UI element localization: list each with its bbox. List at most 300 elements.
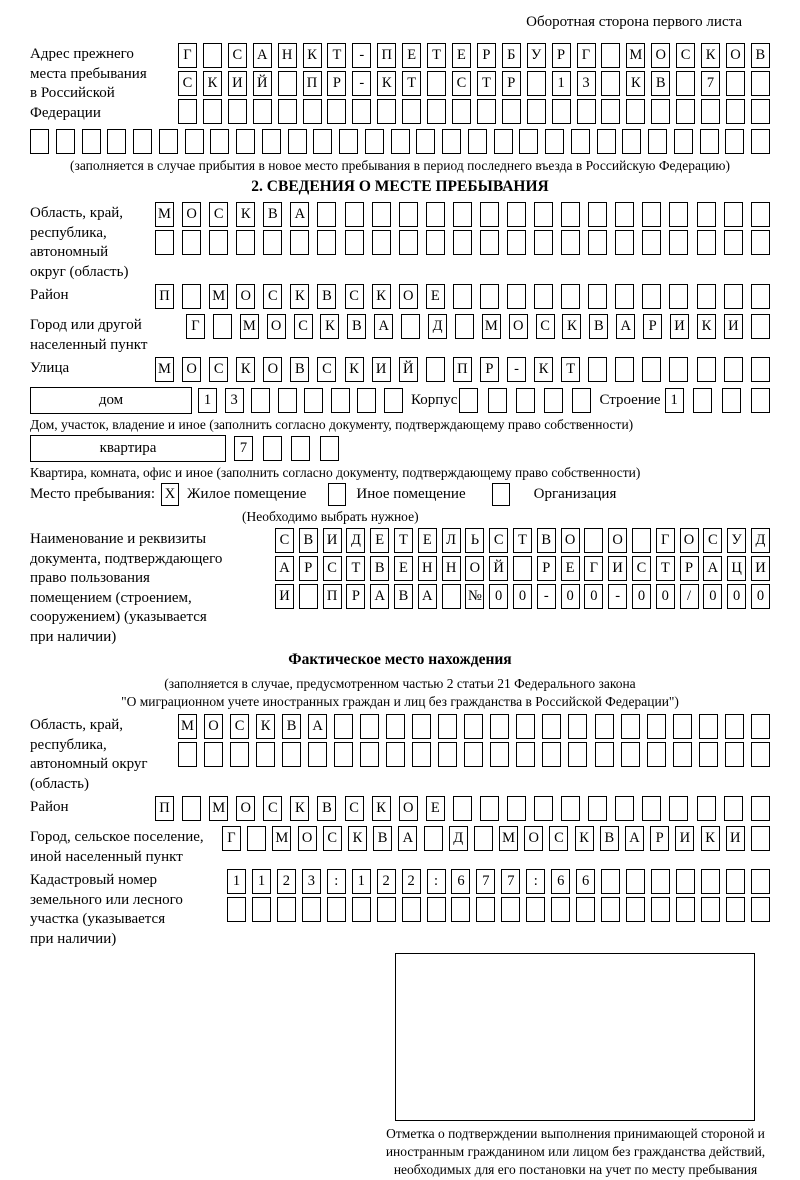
char-cell[interactable]: Е bbox=[426, 284, 445, 309]
char-cell[interactable] bbox=[751, 388, 770, 413]
char-cell[interactable] bbox=[561, 284, 580, 309]
char-cell[interactable]: С bbox=[345, 796, 364, 821]
char-cell[interactable]: Ц bbox=[727, 556, 746, 581]
char-cell[interactable]: К bbox=[534, 357, 553, 382]
char-cell[interactable] bbox=[577, 99, 596, 124]
char-cell[interactable]: А bbox=[370, 584, 389, 609]
char-cell[interactable] bbox=[377, 897, 396, 922]
char-cell[interactable]: И bbox=[608, 556, 627, 581]
char-cell[interactable] bbox=[30, 129, 49, 154]
char-cell[interactable] bbox=[724, 230, 743, 255]
char-cell[interactable] bbox=[453, 230, 472, 255]
char-cell[interactable]: Р bbox=[650, 826, 669, 851]
char-cell[interactable] bbox=[210, 129, 229, 154]
checkbox-inoe[interactable] bbox=[328, 483, 346, 506]
char-cell[interactable] bbox=[568, 742, 587, 767]
char-cell[interactable]: С bbox=[676, 43, 695, 68]
char-cell[interactable] bbox=[490, 714, 509, 739]
char-cell[interactable] bbox=[725, 742, 744, 767]
char-cell[interactable]: К bbox=[345, 357, 364, 382]
char-cell[interactable]: В bbox=[589, 314, 608, 339]
char-cell[interactable]: Т bbox=[477, 71, 496, 96]
char-cell[interactable]: С bbox=[452, 71, 471, 96]
char-cell[interactable] bbox=[182, 796, 201, 821]
char-cell[interactable]: Р bbox=[480, 357, 499, 382]
char-cell[interactable]: П bbox=[155, 796, 174, 821]
char-cell[interactable]: О bbox=[182, 357, 201, 382]
char-cell[interactable]: 0 bbox=[632, 584, 651, 609]
char-cell[interactable]: М bbox=[482, 314, 501, 339]
char-cell[interactable] bbox=[725, 714, 744, 739]
char-cell[interactable]: В bbox=[317, 284, 336, 309]
char-cell[interactable] bbox=[699, 714, 718, 739]
char-cell[interactable]: К bbox=[203, 71, 222, 96]
char-cell[interactable] bbox=[568, 714, 587, 739]
char-cell[interactable] bbox=[391, 129, 410, 154]
char-cell[interactable] bbox=[561, 230, 580, 255]
char-cell[interactable] bbox=[516, 742, 535, 767]
char-cell[interactable] bbox=[438, 714, 457, 739]
char-cell[interactable]: К bbox=[575, 826, 594, 851]
char-cell[interactable] bbox=[751, 202, 770, 227]
char-cell[interactable] bbox=[360, 714, 379, 739]
char-cell[interactable]: 0 bbox=[751, 584, 770, 609]
char-cell[interactable]: В bbox=[290, 357, 309, 382]
char-cell[interactable] bbox=[751, 314, 770, 339]
char-cell[interactable]: К bbox=[372, 796, 391, 821]
char-cell[interactable] bbox=[572, 388, 591, 413]
char-cell[interactable] bbox=[288, 129, 307, 154]
char-cell[interactable]: 0 bbox=[584, 584, 603, 609]
char-cell[interactable]: О bbox=[561, 528, 580, 553]
char-cell[interactable]: С bbox=[263, 796, 282, 821]
char-cell[interactable]: Б bbox=[502, 43, 521, 68]
char-cell[interactable]: А bbox=[290, 202, 309, 227]
char-cell[interactable]: К bbox=[320, 314, 339, 339]
char-cell[interactable] bbox=[416, 129, 435, 154]
char-cell[interactable] bbox=[427, 897, 446, 922]
char-cell[interactable]: - bbox=[608, 584, 627, 609]
char-cell[interactable] bbox=[676, 897, 695, 922]
char-cell[interactable]: К bbox=[562, 314, 581, 339]
char-cell[interactable] bbox=[674, 129, 693, 154]
char-cell[interactable]: О bbox=[399, 796, 418, 821]
char-cell[interactable] bbox=[251, 388, 270, 413]
char-cell[interactable] bbox=[477, 99, 496, 124]
char-cell[interactable]: 1 bbox=[352, 869, 371, 894]
char-cell[interactable]: 7 bbox=[476, 869, 495, 894]
char-cell[interactable]: О bbox=[608, 528, 627, 553]
char-cell[interactable] bbox=[451, 897, 470, 922]
char-cell[interactable] bbox=[697, 796, 716, 821]
char-cell[interactable]: Г bbox=[178, 43, 197, 68]
char-cell[interactable] bbox=[615, 230, 634, 255]
char-cell[interactable] bbox=[182, 284, 201, 309]
char-cell[interactable]: И bbox=[372, 357, 391, 382]
char-cell[interactable]: М bbox=[499, 826, 518, 851]
char-cell[interactable] bbox=[571, 129, 590, 154]
char-cell[interactable] bbox=[615, 202, 634, 227]
char-cell[interactable] bbox=[468, 129, 487, 154]
char-cell[interactable] bbox=[588, 284, 607, 309]
char-cell[interactable]: Т bbox=[402, 71, 421, 96]
char-cell[interactable] bbox=[427, 99, 446, 124]
char-cell[interactable]: Н bbox=[442, 556, 461, 581]
char-cell[interactable]: А bbox=[398, 826, 417, 851]
char-cell[interactable]: / bbox=[680, 584, 699, 609]
char-cell[interactable] bbox=[615, 284, 634, 309]
char-cell[interactable] bbox=[751, 826, 770, 851]
char-cell[interactable] bbox=[701, 869, 720, 894]
char-cell[interactable]: В bbox=[299, 528, 318, 553]
char-cell[interactable] bbox=[317, 202, 336, 227]
char-cell[interactable] bbox=[278, 99, 297, 124]
char-cell[interactable] bbox=[751, 230, 770, 255]
char-cell[interactable] bbox=[56, 129, 75, 154]
char-cell[interactable]: 6 bbox=[551, 869, 570, 894]
char-cell[interactable]: Т bbox=[394, 528, 413, 553]
char-cell[interactable]: 0 bbox=[727, 584, 746, 609]
char-cell[interactable]: У bbox=[527, 43, 546, 68]
char-cell[interactable] bbox=[282, 742, 301, 767]
char-cell[interactable]: С bbox=[178, 71, 197, 96]
char-cell[interactable] bbox=[480, 230, 499, 255]
char-cell[interactable] bbox=[701, 99, 720, 124]
char-cell[interactable]: Р bbox=[643, 314, 662, 339]
char-cell[interactable] bbox=[320, 436, 339, 461]
char-cell[interactable] bbox=[516, 388, 535, 413]
char-cell[interactable]: Р bbox=[477, 43, 496, 68]
char-cell[interactable]: С bbox=[228, 43, 247, 68]
char-cell[interactable] bbox=[263, 230, 282, 255]
char-cell[interactable] bbox=[213, 314, 232, 339]
char-cell[interactable] bbox=[155, 230, 174, 255]
char-cell[interactable] bbox=[230, 742, 249, 767]
char-cell[interactable]: 7 bbox=[701, 71, 720, 96]
char-cell[interactable] bbox=[327, 897, 346, 922]
char-cell[interactable] bbox=[399, 230, 418, 255]
char-cell[interactable]: 1 bbox=[227, 869, 246, 894]
char-cell[interactable]: Н bbox=[278, 43, 297, 68]
char-cell[interactable] bbox=[178, 99, 197, 124]
char-cell[interactable]: К bbox=[701, 43, 720, 68]
char-cell[interactable]: О bbox=[680, 528, 699, 553]
char-cell[interactable] bbox=[291, 436, 310, 461]
char-cell[interactable] bbox=[601, 99, 620, 124]
char-cell[interactable] bbox=[724, 357, 743, 382]
char-cell[interactable] bbox=[595, 742, 614, 767]
char-cell[interactable]: Д bbox=[428, 314, 447, 339]
char-cell[interactable] bbox=[699, 742, 718, 767]
checkbox-organizatsiya[interactable] bbox=[492, 483, 510, 506]
char-cell[interactable]: К bbox=[236, 202, 255, 227]
char-cell[interactable] bbox=[507, 230, 526, 255]
char-cell[interactable]: С bbox=[703, 528, 722, 553]
char-cell[interactable]: : bbox=[327, 869, 346, 894]
char-cell[interactable]: А bbox=[374, 314, 393, 339]
char-cell[interactable]: А bbox=[616, 314, 635, 339]
char-cell[interactable] bbox=[673, 742, 692, 767]
char-cell[interactable]: М bbox=[626, 43, 645, 68]
char-cell[interactable] bbox=[304, 388, 323, 413]
char-cell[interactable] bbox=[327, 99, 346, 124]
char-cell[interactable] bbox=[82, 129, 101, 154]
char-cell[interactable] bbox=[588, 796, 607, 821]
char-cell[interactable] bbox=[601, 897, 620, 922]
char-cell[interactable] bbox=[669, 202, 688, 227]
char-cell[interactable]: С bbox=[549, 826, 568, 851]
char-cell[interactable]: Р bbox=[537, 556, 556, 581]
char-cell[interactable] bbox=[534, 796, 553, 821]
char-cell[interactable]: : bbox=[427, 869, 446, 894]
char-cell[interactable]: С bbox=[345, 284, 364, 309]
char-cell[interactable] bbox=[236, 230, 255, 255]
char-cell[interactable] bbox=[401, 314, 420, 339]
house-type-box[interactable]: дом bbox=[30, 387, 192, 414]
char-cell[interactable] bbox=[357, 388, 376, 413]
char-cell[interactable]: Г bbox=[577, 43, 596, 68]
char-cell[interactable] bbox=[334, 714, 353, 739]
char-cell[interactable]: С bbox=[536, 314, 555, 339]
char-cell[interactable] bbox=[651, 897, 670, 922]
char-cell[interactable]: И bbox=[726, 826, 745, 851]
char-cell[interactable] bbox=[751, 357, 770, 382]
char-cell[interactable] bbox=[561, 796, 580, 821]
char-cell[interactable] bbox=[751, 99, 770, 124]
char-cell[interactable] bbox=[412, 742, 431, 767]
char-cell[interactable]: Е bbox=[402, 43, 421, 68]
char-cell[interactable] bbox=[133, 129, 152, 154]
char-cell[interactable] bbox=[601, 71, 620, 96]
char-cell[interactable]: 1 bbox=[198, 388, 217, 413]
char-cell[interactable] bbox=[178, 742, 197, 767]
char-cell[interactable] bbox=[386, 742, 405, 767]
char-cell[interactable]: У bbox=[727, 528, 746, 553]
char-cell[interactable]: А bbox=[625, 826, 644, 851]
char-cell[interactable]: С bbox=[263, 284, 282, 309]
char-cell[interactable] bbox=[345, 230, 364, 255]
char-cell[interactable]: 7 bbox=[501, 869, 520, 894]
char-cell[interactable]: Й bbox=[399, 357, 418, 382]
char-cell[interactable]: С bbox=[323, 556, 342, 581]
char-cell[interactable] bbox=[534, 230, 553, 255]
char-cell[interactable]: С bbox=[317, 357, 336, 382]
char-cell[interactable]: М bbox=[155, 357, 174, 382]
char-cell[interactable]: О bbox=[651, 43, 670, 68]
checkbox-zhiloe[interactable]: X bbox=[161, 483, 179, 506]
char-cell[interactable] bbox=[317, 230, 336, 255]
char-cell[interactable]: - bbox=[352, 71, 371, 96]
char-cell[interactable] bbox=[236, 129, 255, 154]
char-cell[interactable] bbox=[726, 99, 745, 124]
char-cell[interactable] bbox=[360, 742, 379, 767]
apartment-type-box[interactable]: квартира bbox=[30, 435, 226, 462]
char-cell[interactable] bbox=[453, 202, 472, 227]
char-cell[interactable] bbox=[185, 129, 204, 154]
char-cell[interactable] bbox=[615, 796, 634, 821]
char-cell[interactable] bbox=[488, 388, 507, 413]
char-cell[interactable] bbox=[642, 230, 661, 255]
char-cell[interactable] bbox=[576, 897, 595, 922]
char-cell[interactable] bbox=[726, 897, 745, 922]
char-cell[interactable] bbox=[601, 869, 620, 894]
char-cell[interactable] bbox=[402, 99, 421, 124]
char-cell[interactable]: Т bbox=[327, 43, 346, 68]
char-cell[interactable] bbox=[697, 230, 716, 255]
char-cell[interactable] bbox=[751, 714, 770, 739]
char-cell[interactable] bbox=[480, 284, 499, 309]
char-cell[interactable]: М bbox=[209, 284, 228, 309]
char-cell[interactable]: О bbox=[298, 826, 317, 851]
char-cell[interactable] bbox=[647, 714, 666, 739]
char-cell[interactable]: 6 bbox=[576, 869, 595, 894]
char-cell[interactable] bbox=[182, 230, 201, 255]
char-cell[interactable] bbox=[621, 714, 640, 739]
char-cell[interactable] bbox=[544, 388, 563, 413]
char-cell[interactable] bbox=[642, 284, 661, 309]
char-cell[interactable] bbox=[642, 796, 661, 821]
char-cell[interactable] bbox=[204, 742, 223, 767]
char-cell[interactable] bbox=[302, 897, 321, 922]
char-cell[interactable]: : bbox=[526, 869, 545, 894]
char-cell[interactable] bbox=[464, 714, 483, 739]
char-cell[interactable] bbox=[442, 584, 461, 609]
char-cell[interactable] bbox=[542, 714, 561, 739]
char-cell[interactable] bbox=[426, 202, 445, 227]
char-cell[interactable] bbox=[516, 714, 535, 739]
char-cell[interactable]: П bbox=[155, 284, 174, 309]
char-cell[interactable] bbox=[365, 129, 384, 154]
char-cell[interactable]: В bbox=[373, 826, 392, 851]
char-cell[interactable]: Г bbox=[186, 314, 205, 339]
char-cell[interactable]: 0 bbox=[513, 584, 532, 609]
char-cell[interactable] bbox=[399, 202, 418, 227]
char-cell[interactable]: О bbox=[204, 714, 223, 739]
char-cell[interactable]: 2 bbox=[277, 869, 296, 894]
char-cell[interactable]: М bbox=[209, 796, 228, 821]
char-cell[interactable]: К bbox=[348, 826, 367, 851]
char-cell[interactable]: Р bbox=[680, 556, 699, 581]
char-cell[interactable]: Г bbox=[584, 556, 603, 581]
char-cell[interactable] bbox=[669, 796, 688, 821]
char-cell[interactable]: Л bbox=[442, 528, 461, 553]
char-cell[interactable]: П bbox=[303, 71, 322, 96]
char-cell[interactable]: С bbox=[489, 528, 508, 553]
char-cell[interactable] bbox=[377, 99, 396, 124]
char-cell[interactable]: К bbox=[377, 71, 396, 96]
char-cell[interactable] bbox=[751, 796, 770, 821]
char-cell[interactable] bbox=[480, 202, 499, 227]
char-cell[interactable] bbox=[386, 714, 405, 739]
char-cell[interactable] bbox=[507, 284, 526, 309]
char-cell[interactable]: 0 bbox=[561, 584, 580, 609]
char-cell[interactable] bbox=[455, 314, 474, 339]
char-cell[interactable]: О bbox=[465, 556, 484, 581]
char-cell[interactable] bbox=[693, 388, 712, 413]
char-cell[interactable]: А bbox=[703, 556, 722, 581]
char-cell[interactable]: № bbox=[465, 584, 484, 609]
char-cell[interactable]: Р bbox=[552, 43, 571, 68]
char-cell[interactable] bbox=[501, 897, 520, 922]
char-cell[interactable] bbox=[597, 129, 616, 154]
char-cell[interactable]: О bbox=[236, 284, 255, 309]
char-cell[interactable] bbox=[632, 528, 651, 553]
char-cell[interactable] bbox=[203, 43, 222, 68]
char-cell[interactable] bbox=[474, 826, 493, 851]
char-cell[interactable] bbox=[502, 99, 521, 124]
char-cell[interactable] bbox=[278, 388, 297, 413]
char-cell[interactable]: - bbox=[507, 357, 526, 382]
char-cell[interactable] bbox=[622, 129, 641, 154]
char-cell[interactable] bbox=[651, 869, 670, 894]
char-cell[interactable] bbox=[626, 99, 645, 124]
char-cell[interactable] bbox=[427, 71, 446, 96]
char-cell[interactable] bbox=[339, 129, 358, 154]
char-cell[interactable] bbox=[726, 71, 745, 96]
char-cell[interactable] bbox=[277, 897, 296, 922]
char-cell[interactable] bbox=[519, 129, 538, 154]
char-cell[interactable] bbox=[256, 742, 275, 767]
char-cell[interactable] bbox=[534, 284, 553, 309]
char-cell[interactable] bbox=[724, 796, 743, 821]
char-cell[interactable] bbox=[426, 357, 445, 382]
char-cell[interactable]: М bbox=[272, 826, 291, 851]
char-cell[interactable] bbox=[700, 129, 719, 154]
char-cell[interactable] bbox=[648, 129, 667, 154]
char-cell[interactable] bbox=[290, 230, 309, 255]
char-cell[interactable] bbox=[424, 826, 443, 851]
char-cell[interactable] bbox=[480, 796, 499, 821]
char-cell[interactable]: К bbox=[626, 71, 645, 96]
char-cell[interactable] bbox=[507, 796, 526, 821]
char-cell[interactable] bbox=[626, 869, 645, 894]
char-cell[interactable] bbox=[551, 897, 570, 922]
char-cell[interactable]: 2 bbox=[402, 869, 421, 894]
char-cell[interactable] bbox=[751, 129, 770, 154]
char-cell[interactable]: 2 bbox=[377, 869, 396, 894]
char-cell[interactable]: С bbox=[230, 714, 249, 739]
char-cell[interactable] bbox=[412, 714, 431, 739]
char-cell[interactable] bbox=[476, 897, 495, 922]
char-cell[interactable] bbox=[697, 202, 716, 227]
char-cell[interactable]: 1 bbox=[552, 71, 571, 96]
char-cell[interactable]: С bbox=[275, 528, 294, 553]
char-cell[interactable] bbox=[552, 99, 571, 124]
char-cell[interactable]: В bbox=[651, 71, 670, 96]
char-cell[interactable] bbox=[507, 202, 526, 227]
char-cell[interactable]: А bbox=[418, 584, 437, 609]
char-cell[interactable] bbox=[651, 99, 670, 124]
char-cell[interactable] bbox=[588, 202, 607, 227]
char-cell[interactable]: 6 bbox=[451, 869, 470, 894]
char-cell[interactable]: В bbox=[282, 714, 301, 739]
char-cell[interactable] bbox=[442, 129, 461, 154]
char-cell[interactable] bbox=[526, 897, 545, 922]
char-cell[interactable]: М bbox=[178, 714, 197, 739]
char-cell[interactable]: О bbox=[182, 202, 201, 227]
char-cell[interactable]: С bbox=[209, 202, 228, 227]
char-cell[interactable] bbox=[595, 714, 614, 739]
char-cell[interactable]: И bbox=[275, 584, 294, 609]
char-cell[interactable]: Т bbox=[346, 556, 365, 581]
char-cell[interactable] bbox=[545, 129, 564, 154]
char-cell[interactable]: С bbox=[632, 556, 651, 581]
char-cell[interactable]: С bbox=[323, 826, 342, 851]
char-cell[interactable]: С bbox=[209, 357, 228, 382]
char-cell[interactable]: В bbox=[347, 314, 366, 339]
char-cell[interactable] bbox=[513, 556, 532, 581]
char-cell[interactable] bbox=[724, 202, 743, 227]
